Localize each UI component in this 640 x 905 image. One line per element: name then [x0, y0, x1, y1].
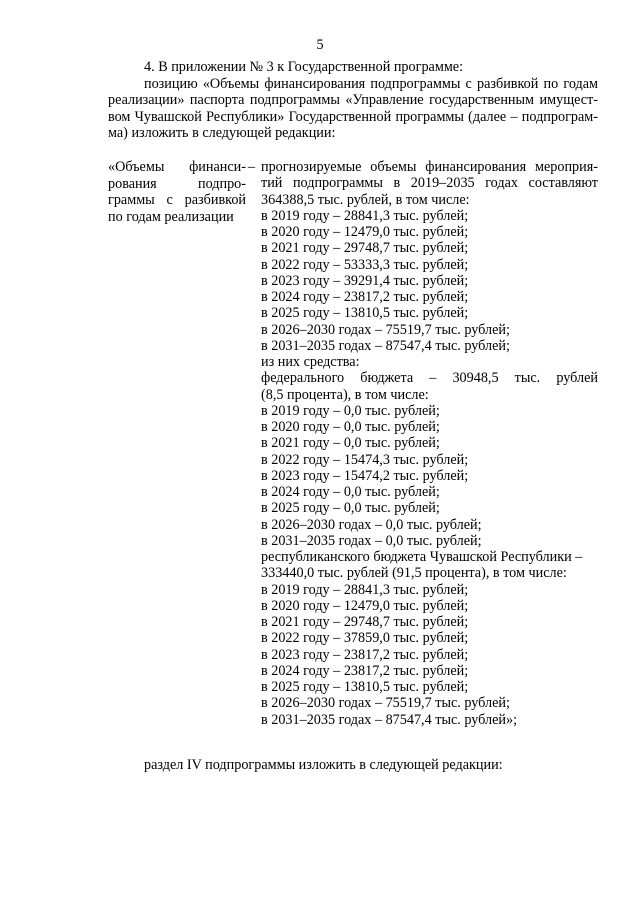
funding-line: в 2022 году – 15474,3 тыс. рублей;	[261, 451, 469, 468]
funding-line: в 2031–2035 годах – 87547,4 тыс. рублей»;	[261, 711, 518, 728]
label-line: рования подпро-	[108, 175, 246, 192]
funding-line: (8,5 процента), в том числе:	[261, 386, 429, 403]
funding-line: в 2019 году – 28841,3 тыс. рублей;	[261, 581, 469, 598]
label-line: граммы с разбивкой	[108, 192, 246, 208]
funding-line: 364388,5 тыс. рублей, в том числе:	[261, 191, 470, 208]
intro-block	[108, 59, 598, 142]
label-line: по годам реализации	[108, 208, 234, 225]
funding-line: в 2023 году – 39291,4 тыс. рублей;	[261, 272, 469, 289]
funding-line: в 2020 году – 12479,0 тыс. рублей;	[261, 597, 469, 614]
funding-line: в 2021 году – 29748,7 тыс. рублей;	[261, 614, 469, 630]
funding-line: в 2022 году – 53333,3 тыс. рублей;	[261, 256, 469, 273]
funding-line: в 2021 году – 29748,7 тыс. рублей;	[261, 240, 469, 257]
table-dash: –	[248, 159, 256, 175]
amendment-paragraph	[108, 76, 598, 142]
funding-line: прогнозируемые объемы финансирования мероприя-	[261, 159, 598, 175]
closing-line: раздел IV подпрограммы изложить в следующей редакции:	[144, 757, 503, 773]
funding-line: в 2024 году – 23817,2 тыс. рублей;	[261, 662, 469, 679]
paragraph-line: реализации» паспорта подпрограммы «Управление государственным имущест-	[108, 92, 598, 108]
funding-line: из них средства:	[261, 354, 360, 370]
page-number: 5	[316, 37, 324, 53]
funding-line: в 2025 году – 13810,5 тыс. рублей;	[261, 305, 469, 322]
funding-line: в 2022 году – 37859,0 тыс. рублей;	[261, 630, 469, 647]
funding-details	[261, 159, 598, 728]
paragraph-line: ма) изложить в следующей редакции:	[108, 125, 336, 141]
funding-line: в 2026–2030 годах – 75519,7 тыс. рублей;	[261, 695, 510, 712]
funding-line: в 2026–2030 годах – 75519,7 тыс. рублей;	[261, 321, 510, 338]
label-line: «Объемы финанси-	[108, 159, 246, 175]
funding-line: тий подпрограммы в 2019–2035 годах составляют	[261, 175, 598, 192]
funding-line: федерального бюджета – 30948,5 тыс. рублей	[261, 370, 598, 387]
funding-line: в 2021 году – 0,0 тыс. рублей;	[261, 435, 440, 452]
funding-line: в 2023 году – 15474,2 тыс. рублей;	[261, 467, 469, 484]
funding-line: в 2025 году – 13810,5 тыс. рублей;	[261, 679, 469, 695]
amendment-heading: 4. В приложении № 3 к Государственной программе:	[144, 59, 464, 75]
funding-line: в 2020 году – 0,0 тыс. рублей;	[261, 419, 440, 435]
funding-line: в 2019 году – 0,0 тыс. рублей;	[261, 402, 440, 419]
funding-line: в 2020 году – 12479,0 тыс. рублей;	[261, 224, 469, 240]
funding-line: в 2025 году – 0,0 тыс. рублей;	[261, 500, 440, 517]
funding-line: республиканского бюджета Чувашской Республики –	[261, 549, 583, 565]
funding-line: в 2023 году – 23817,2 тыс. рублей;	[261, 646, 469, 663]
funding-line: в 2024 году – 23817,2 тыс. рублей;	[261, 289, 469, 305]
paragraph-line: позицию «Объемы финансирования подпрограммы с разбивкой по годам	[144, 75, 598, 92]
funding-line: в 2031–2035 годах – 0,0 тыс. рублей;	[261, 532, 482, 549]
paragraph-line: вом Чувашской Республики» Государственной программы (далее – подпрограм-	[108, 108, 598, 125]
funding-label	[108, 159, 246, 225]
funding-line: 333440,0 тыс. рублей (91,5 процента), в том числе:	[261, 565, 567, 582]
funding-line: в 2024 году – 0,0 тыс. рублей;	[261, 484, 440, 500]
funding-line: в 2019 году – 28841,3 тыс. рублей;	[261, 207, 469, 224]
funding-line: в 2026–2030 годах – 0,0 тыс. рублей;	[261, 516, 482, 533]
funding-line: в 2031–2035 годах – 87547,4 тыс. рублей;	[261, 337, 510, 354]
